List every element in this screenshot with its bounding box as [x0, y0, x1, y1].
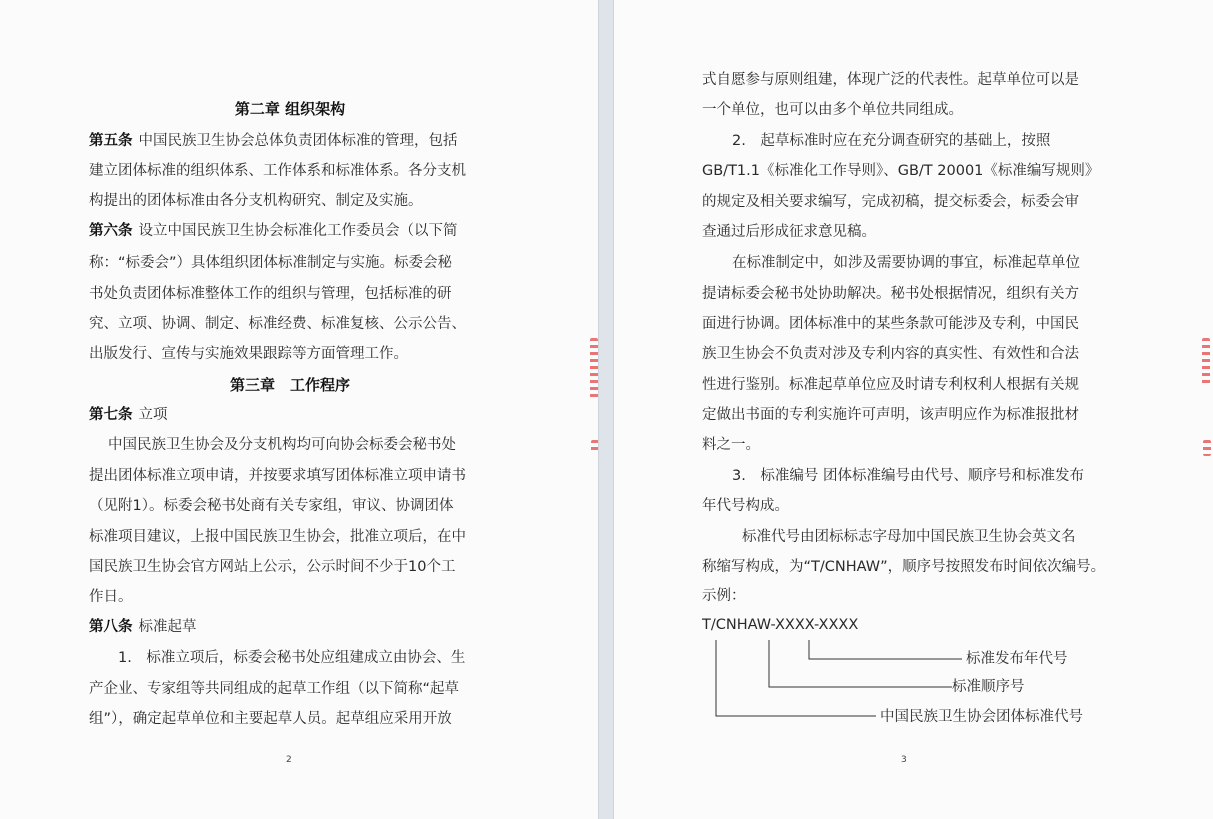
- right-line-9: 面进行协调。团体标准中的某些条款可能涉及专利，中国民: [702, 316, 1079, 332]
- label-seq: 标准顺序号: [952, 679, 1025, 695]
- label-year: 标准发布年代号: [966, 651, 1068, 667]
- art6-label: 第六条: [89, 223, 133, 239]
- art6-line-5: 出版发行、宣传与实施效果跟踪等方面管理工作。: [89, 346, 408, 362]
- right-line-14: 3. 标准编号 团体标准编号由代号、顺序号和标准发布: [732, 468, 1084, 484]
- label-org: 中国民族卫生协会团体标准代号: [880, 709, 1083, 725]
- art7-line-3: （见附1）。标委会秘书处商有关专家组，审议、协调团体: [89, 498, 454, 514]
- art5-text-1: 中国民族卫生协会总体负责团体标准的管理，包括: [138, 133, 458, 149]
- right-line-5: 的规定及相关要求编写，完成初稿，提交标委会，标委会审: [702, 194, 1079, 210]
- art8-line-3: 组”），确定起草单位和主要起草人员。起草组应采用开放: [89, 711, 452, 727]
- right-line-2: 一个单位，也可以由多个单位共同组成。: [702, 102, 963, 118]
- year-leader-line: [809, 640, 962, 659]
- chapter2-title: 第二章 组织架构: [234, 100, 346, 118]
- right-line-16: 标准代号由团标标志字母加中国民族卫生协会英文名: [742, 529, 1076, 545]
- right-line-3: 2. 起草标准时应在充分调查研究的基础上，按照: [732, 133, 1051, 149]
- art7-line-2: 提出团体标准立项申请，并按要求填写团体标准立项申请书: [89, 468, 466, 484]
- art6-line-1: [89, 221, 458, 241]
- right-line-15: 年代号构成。: [702, 498, 789, 514]
- chapter3-title: 第三章 工作程序: [229, 376, 350, 394]
- right-page: [614, 0, 1213, 819]
- art7-label: 第七条: [89, 407, 133, 423]
- art6-line-4: 究、立项、协调、制定、标准经费、标准复核、公示公告、: [89, 316, 466, 332]
- art6-text-1: 设立中国民族卫生协会标准化工作委员会（以下简: [138, 223, 458, 239]
- art8-line-1: 1. 标准立项后，标委会秘书处应组建成立由协会、生: [118, 650, 466, 666]
- seq-leader-line: [769, 640, 952, 687]
- art6-line-2: 称：“标委会”）具体组织团体标准制定与实施。标委会秘: [89, 255, 453, 271]
- right-line-1: 式自愿参与原则组建，体现广泛的代表性。起草单位可以是: [702, 72, 1079, 88]
- code-diagram: [614, 0, 1213, 819]
- right-line-12: 定做出书面的专利实施许可声明，该声明应作为标准报批材: [702, 407, 1079, 423]
- right-line-13: 料之一。: [702, 437, 760, 453]
- right-line-10: 族卫生协会不负责对涉及专利内容的真实性、有效性和合法: [702, 346, 1079, 362]
- art5-line-1: [89, 131, 458, 151]
- art7-title: 立项: [138, 407, 168, 423]
- code-format: T/CNHAW-XXXX-XXXX: [702, 617, 859, 633]
- right-line-11: 性进行鉴别。标准起草单位应及时请专利权利人根据有关规: [702, 377, 1079, 393]
- right-line-6: 查通过后形成征求意见稿。: [702, 224, 876, 240]
- right-line-7: 在标准制定中，如涉及需要协调的事宜，标准起草单位: [732, 255, 1080, 271]
- art8-title: 标准起草: [138, 619, 197, 635]
- seal-stamp-edge-left: [590, 338, 598, 398]
- art8-heading: [89, 617, 197, 637]
- art7-line-5: 国民族卫生协会官方网站上公示，公示时间不少于10个工: [89, 559, 456, 575]
- seal-stamp-edge-right: [1202, 338, 1210, 384]
- art7-heading: [89, 405, 168, 425]
- art7-line-6: 作日。: [89, 589, 133, 605]
- art5-line-3: 构提出的团体标准由各分支机构研究、制定及实施。: [89, 193, 423, 209]
- art5-label: 第五条: [89, 133, 133, 149]
- page-number-right: 3: [901, 755, 907, 765]
- org-leader-line: [716, 640, 876, 716]
- art6-line-3: 书处负责团体标准整体工作的组织与管理，包括标准的研: [89, 286, 452, 302]
- page-number-left: 2: [286, 755, 292, 765]
- art8-label: 第八条: [89, 619, 133, 635]
- right-line-4: GB/T1.1《标准化工作导则》、GB/T 20001《标准编写规则》: [702, 163, 1100, 179]
- art5-line-2: 建立团体标准的组织体系、工作体系和标准体系。各分支机: [89, 163, 466, 179]
- right-line-17: 称缩写构成，为“T/CNHAW”，顺序号按照发布时间依次编号。: [702, 559, 1106, 575]
- art7-line-4: 标准项目建议，上报中国民族卫生协会，批准立项后，在中: [89, 529, 466, 545]
- seal-stamp-edge-right-2: [1203, 440, 1211, 456]
- left-page: [0, 0, 598, 819]
- art7-line-1: 中国民族卫生协会及分支机构均可向协会标委会秘书处: [108, 437, 456, 453]
- art8-line-2: 产企业、专家组等共同组成的起草工作组（以下简称“起草: [89, 681, 460, 697]
- page-gutter: [598, 0, 614, 819]
- right-line-8: 提请标委会秘书处协助解决。秘书处根据情况，组织有关方: [702, 286, 1079, 302]
- right-line-18: 示例：: [702, 588, 746, 604]
